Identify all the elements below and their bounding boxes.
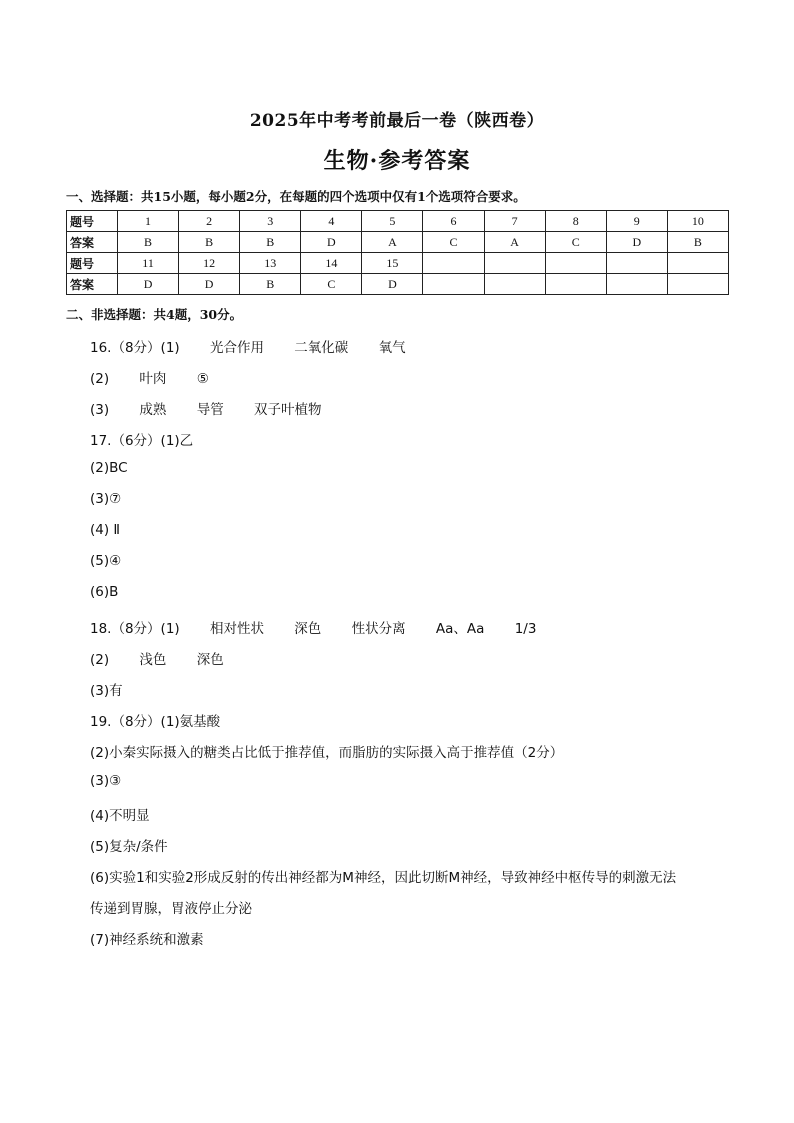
answer-line-19-1: 19.（8分）(1)氨基酸	[90, 714, 221, 730]
table-cell: D	[179, 274, 240, 295]
answer-number: (2)	[90, 652, 110, 668]
table-row-a2	[67, 274, 729, 295]
table-cell	[606, 253, 667, 274]
subject-title: 生物·参考答案	[323, 148, 471, 174]
table-cell: 8	[545, 211, 606, 232]
table-cell	[545, 253, 606, 274]
answer-line-17-6: (6)B	[90, 584, 119, 600]
answer-line-19-3: (3)③	[90, 773, 122, 789]
answer-line-19-6: (6)实验1和实验2形成反射的传出神经都为M神经，因此切断M神经，导致神经中枢传导的刺激无法	[90, 870, 677, 886]
answer-line-18-1	[90, 617, 536, 637]
answer-line-19-7: (7)神经系统和激素	[90, 932, 204, 948]
answer-item: 1/3	[514, 621, 537, 637]
answer-item: 叶肉	[139, 371, 167, 387]
answer-line-17-5: (5)④	[90, 553, 122, 569]
answer-number: (3)	[90, 402, 110, 418]
answer-item: 导管	[196, 402, 224, 418]
table-cell: B	[667, 232, 728, 253]
answer-number: (2)	[90, 371, 110, 387]
answer-line-19-2: (2)小秦实际摄入的糖类占比低于推荐值，而脂肪的实际摄入高于推荐值（2分）	[90, 745, 564, 761]
row-label-answer: 答案	[67, 274, 118, 295]
answer-item: 浅色	[139, 652, 167, 668]
answer-line-18-3: (3)有	[90, 683, 123, 699]
table-cell	[667, 253, 728, 274]
table-row-q1	[67, 211, 729, 232]
answer-item: 氧气	[378, 340, 406, 356]
table-cell: D	[301, 232, 362, 253]
table-cell: 13	[240, 253, 301, 274]
table-cell: D	[362, 274, 423, 295]
table-cell: 10	[667, 211, 728, 232]
table-cell	[423, 253, 484, 274]
table-cell: A	[484, 232, 545, 253]
choice-answer-table	[66, 210, 729, 295]
table-cell: 15	[362, 253, 423, 274]
table-cell: 14	[301, 253, 362, 274]
answer-line-17-4: (4) Ⅱ	[90, 522, 121, 538]
table-cell: D	[118, 274, 179, 295]
answer-line-19-4: (4)不明显	[90, 808, 150, 824]
answer-item: 相对性状	[209, 621, 264, 637]
answer-item: 光合作用	[209, 340, 264, 356]
answer-line-19-5: (5)复杂/条件	[90, 839, 168, 855]
answer-number: 16.（8分）(1)	[90, 340, 180, 356]
table-cell: 1	[118, 211, 179, 232]
table-cell: 4	[301, 211, 362, 232]
table-row-q2	[67, 253, 729, 274]
answer-item: 性状分离	[351, 621, 406, 637]
table-cell: 7	[484, 211, 545, 232]
table-cell: 12	[179, 253, 240, 274]
table-cell: D	[606, 232, 667, 253]
answer-line-17-1: 17.（6分）(1)乙	[90, 433, 194, 449]
row-label-answer: 答案	[67, 232, 118, 253]
section-2-heading: 二、非选择题：共4题，30分。	[66, 307, 243, 322]
table-cell	[484, 274, 545, 295]
answer-item: ⑤	[196, 371, 209, 387]
answer-line-16-1	[90, 336, 406, 356]
answer-item: 成熟	[139, 402, 167, 418]
table-cell: 9	[606, 211, 667, 232]
table-cell: B	[240, 232, 301, 253]
answer-item: Aa、Aa	[435, 621, 485, 637]
table-cell: 3	[240, 211, 301, 232]
answer-item: 二氧化碳	[294, 340, 349, 356]
table-cell: 2	[179, 211, 240, 232]
table-cell: 5	[362, 211, 423, 232]
table-cell	[545, 274, 606, 295]
table-cell: 11	[118, 253, 179, 274]
table-row-a1	[67, 232, 729, 253]
answer-number: 18.（8分）(1)	[90, 621, 180, 637]
row-label-question: 题号	[67, 211, 118, 232]
answer-line-17-2: (2)BC	[90, 460, 128, 476]
answer-item: 深色	[196, 652, 224, 668]
exam-title: 2025年中考考前最后一卷（陕西卷）	[249, 111, 545, 131]
table-cell: C	[301, 274, 362, 295]
table-cell	[423, 274, 484, 295]
table-cell: B	[179, 232, 240, 253]
answer-item: 深色	[294, 621, 322, 637]
answer-line-19-6-cont: 传递到胃腺，胃液停止分泌	[90, 901, 252, 917]
table-cell	[606, 274, 667, 295]
table-cell: B	[240, 274, 301, 295]
answer-line-16-3	[90, 398, 322, 418]
answer-item: 双子叶植物	[254, 402, 322, 418]
table-cell: B	[118, 232, 179, 253]
table-cell: A	[362, 232, 423, 253]
table-cell	[484, 253, 545, 274]
answer-line-16-2	[90, 367, 209, 387]
table-cell: C	[545, 232, 606, 253]
table-cell	[667, 274, 728, 295]
table-cell: 6	[423, 211, 484, 232]
answer-line-18-2	[90, 648, 224, 668]
answer-line-17-3: (3)⑦	[90, 491, 122, 507]
row-label-question: 题号	[67, 253, 118, 274]
section-1-heading: 一、选择题：共15小题，每小题2分，在每题的四个选项中仅有1个选项符合要求。	[66, 189, 526, 204]
table-cell: C	[423, 232, 484, 253]
